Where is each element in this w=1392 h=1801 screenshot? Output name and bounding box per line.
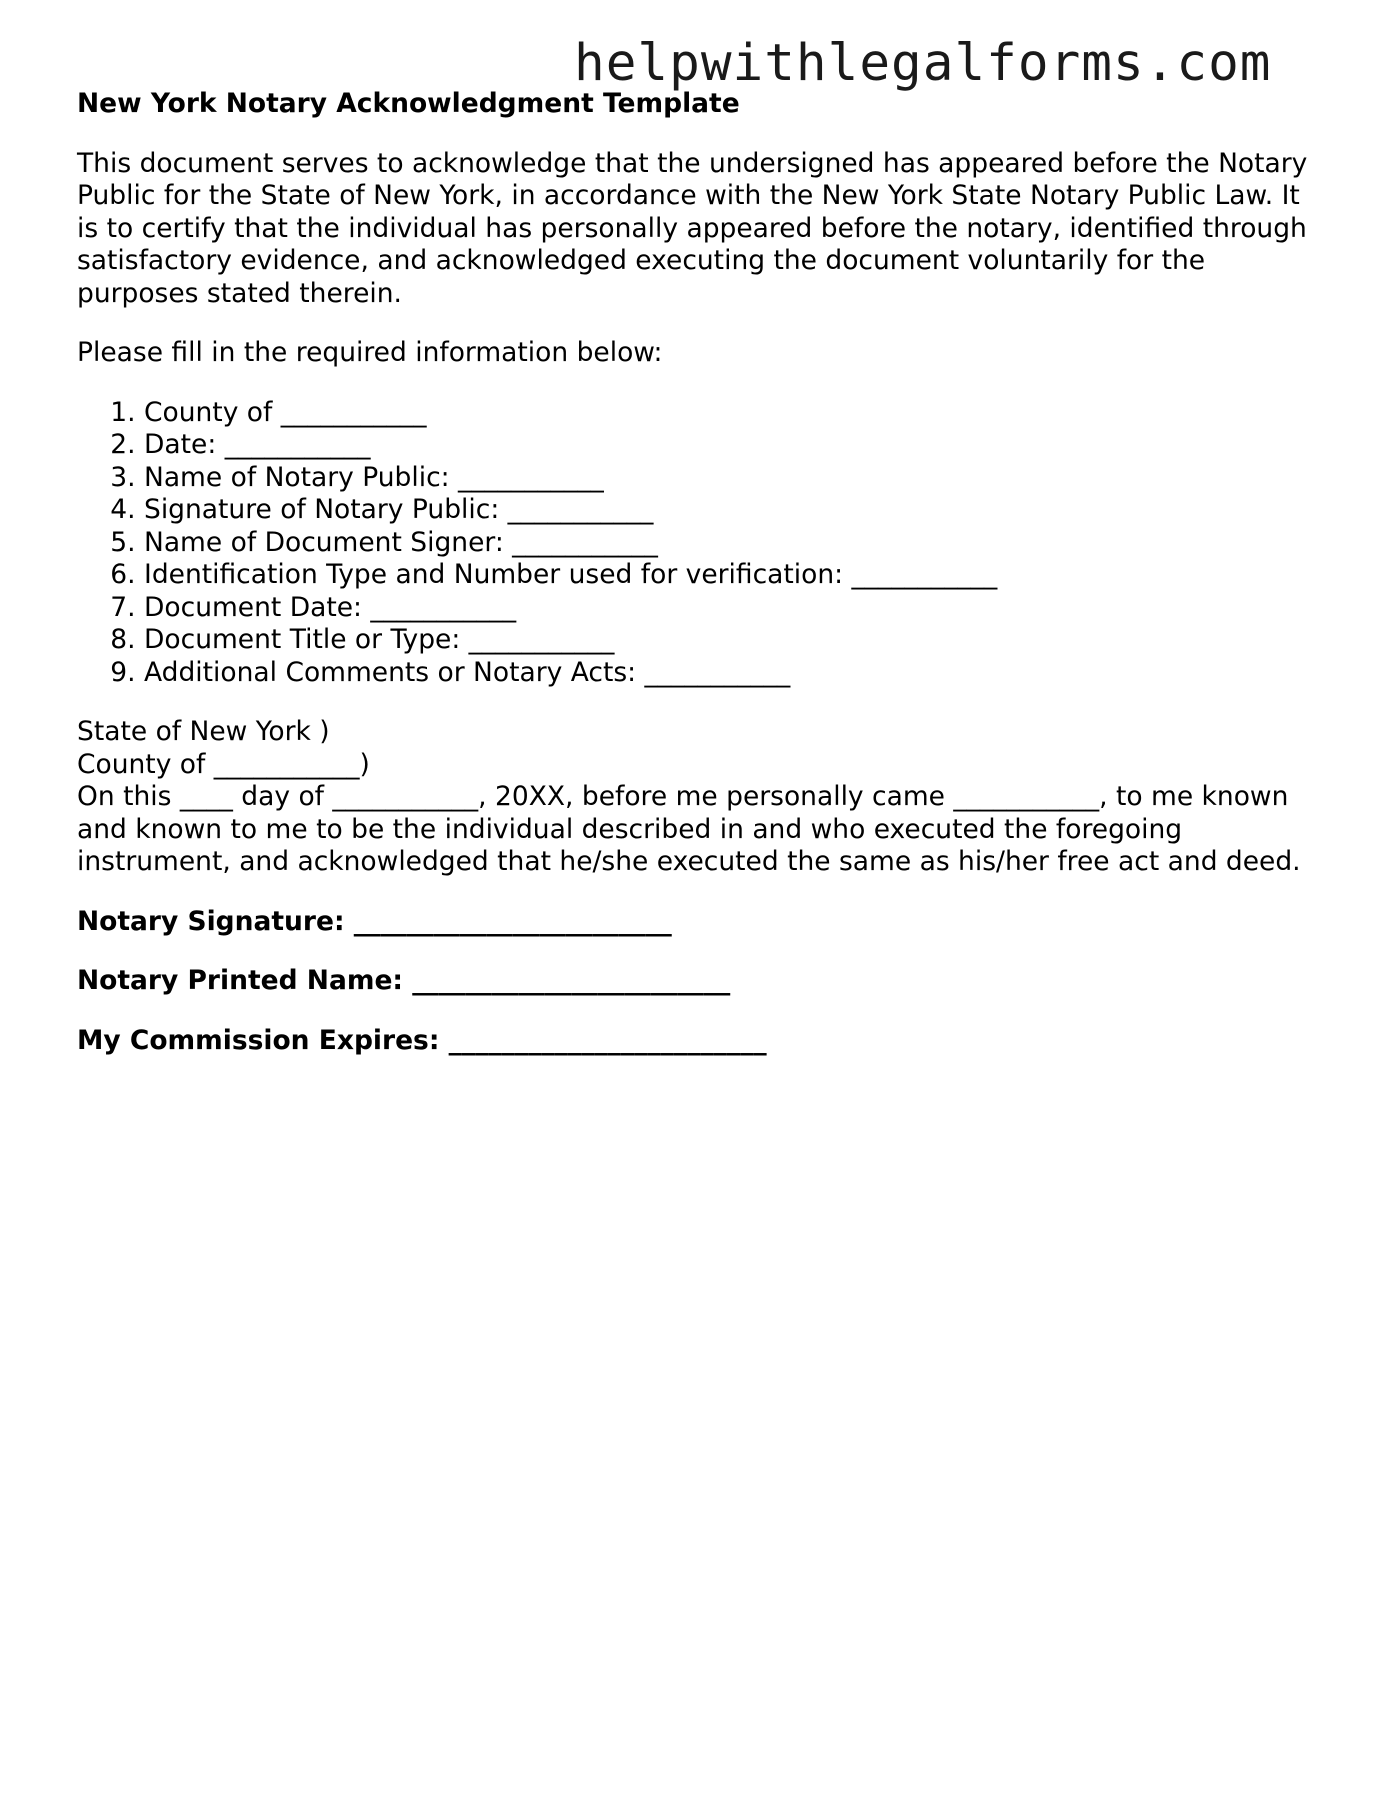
field-signer-name: 5. Name of Document Signer: ___________ (144, 527, 1327, 560)
field-document-date: 7. Document Date: ___________ (144, 592, 1327, 625)
intro-paragraph: This document serves to acknowledge that the undersigned has appeared before the Notary Public for the State of New York, in accordance with the New York State Notary Public Law. It is to certify that the individual has personally appeared before the notary, identified through satisfactory evidence, and acknowledged executing the document voluntarily for the purposes stated therein. (77, 147, 1308, 309)
field-identification: 6. Identification Type and Number used for verification: ___________ (144, 559, 1327, 592)
field-notary-name: 3. Name of Notary Public: ___________ (144, 462, 1327, 495)
document-title: New York Notary Acknowledgment Template (77, 88, 740, 119)
venue-state: State of New York ) (77, 716, 330, 747)
document-body (77, 88, 1327, 1057)
notary-printed-name-line: Notary Printed Name: ________________________ (77, 965, 731, 996)
commission-expires-line: My Commission Expires: ________________________ (77, 1024, 767, 1056)
field-date: 2. Date: ___________ (144, 429, 1327, 462)
field-county: 1. County of ___________ (144, 397, 1327, 430)
site-watermark: helpwithlegalforms.com (574, 34, 1272, 93)
field-document-title: 8. Document Title or Type: ___________ (144, 624, 1327, 657)
acknowledgment-paragraph: On this ____ day of ___________, 20XX, before me personally came ___________, to me known and known to me to be the individual described in and who executed the foregoing instrument, and acknowledged that he/she executed the same as his/her free act and deed. (77, 781, 1301, 877)
required-fields-list (77, 397, 1327, 690)
notary-signature-line: Notary Signature: ________________________ (77, 905, 672, 937)
field-additional-comments: 9. Additional Comments or Notary Acts: ___________ (144, 657, 1327, 690)
venue-county: County of ___________) (77, 748, 370, 780)
field-notary-signature: 4. Signature of Notary Public: ___________ (144, 494, 1327, 527)
instruction-text: Please fill in the required information below: (77, 337, 663, 368)
venue-block (77, 716, 1327, 879)
